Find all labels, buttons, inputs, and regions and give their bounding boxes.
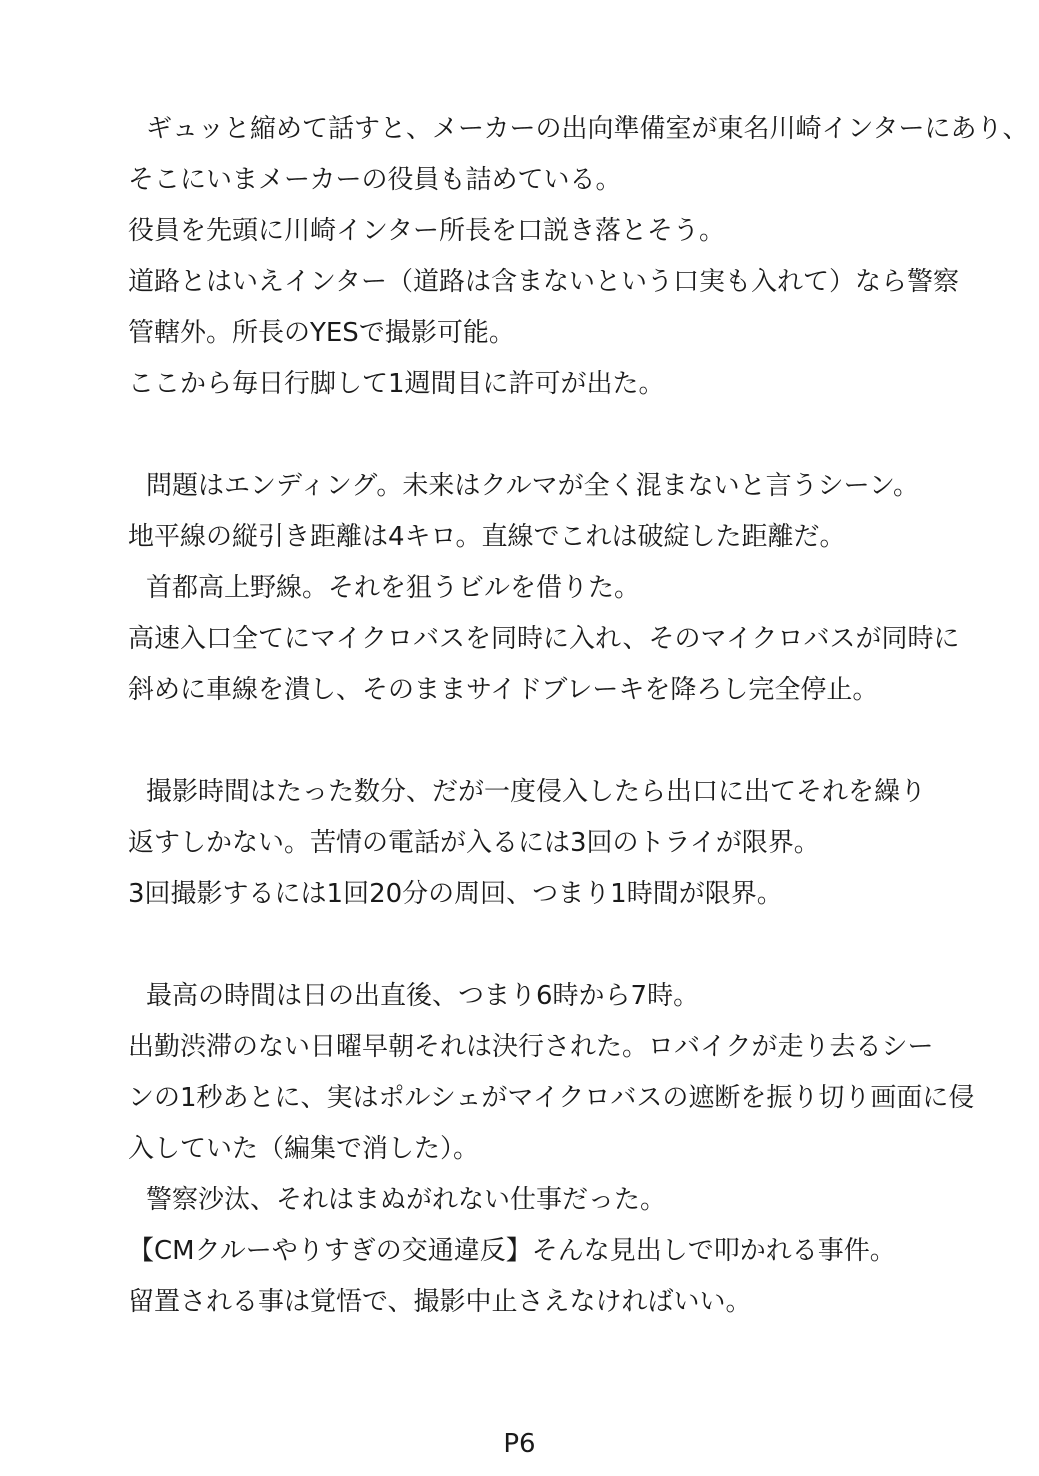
text-line: 管轄外。所長のYESで撮影可能。	[128, 318, 515, 348]
body-text	[128, 104, 1029, 1328]
text-line: 最高の時間は日の出直後、つまり6時から7時。	[146, 981, 700, 1011]
page-number: P6	[503, 1429, 536, 1459]
text-line: ンの1秒あとに、実はポルシェがマイクロバスの遮断を振り切り画面に侵	[128, 1083, 975, 1113]
text-line: 入していた（編集で消した）。	[128, 1134, 480, 1164]
text-line: 返すしかない。苦情の電話が入るには3回のトライが限界。	[128, 828, 820, 858]
text-line: そこにいまメーカーの役員も詰めている。	[128, 165, 622, 195]
paragraph-spacer	[128, 716, 988, 767]
text-line: 撮影時間はたった数分、だが一度侵入したら出口に出てそれを繰り	[146, 777, 927, 807]
text-line: 地平線の縦引き距離は4キロ。直線でこれは破綻した距離だ。	[128, 522, 846, 552]
text-line: ギュッと縮めて話すと、メーカーの出向準備室が東名川崎インターにあり、	[146, 114, 1029, 144]
paragraph-spacer	[128, 410, 988, 461]
text-line: 出勤渋滞のない日曜早朝それは決行された。ロバイクが走り去るシー	[128, 1032, 934, 1062]
text-line: 高速入口全てにマイクロバスを同時に入れ、そのマイクロバスが同時に	[128, 624, 960, 654]
text-line: 留置される事は覚悟で、撮影中止さえなければいい。	[128, 1287, 752, 1317]
text-line: 道路とはいえインター（道路は含まないという口実も入れて）なら警察	[128, 267, 959, 297]
text-line: 3回撮影するには1回20分の周回、つまり1時間が限界。	[128, 879, 783, 909]
text-line: 警察沙汰、それはまぬがれない仕事だった。	[146, 1185, 667, 1215]
text-line: 【CMクルーやりすぎの交通違反】そんな見出しで叩かれる事件。	[128, 1236, 896, 1266]
paragraph-spacer	[128, 920, 988, 971]
text-line: 斜めに車線を潰し、そのままサイドブレーキを降ろし完全停止。	[128, 675, 879, 705]
text-line: 役員を先頭に川崎インター所長を口説き落とそう。	[128, 216, 725, 246]
text-line: 問題はエンディング。未来はクルマが全く混まないと言うシーン。	[146, 471, 919, 501]
text-line: 首都高上野線。それを狙うビルを借りた。	[146, 573, 641, 603]
text-line: ここから毎日行脚して1週間目に許可が出た。	[128, 369, 665, 399]
